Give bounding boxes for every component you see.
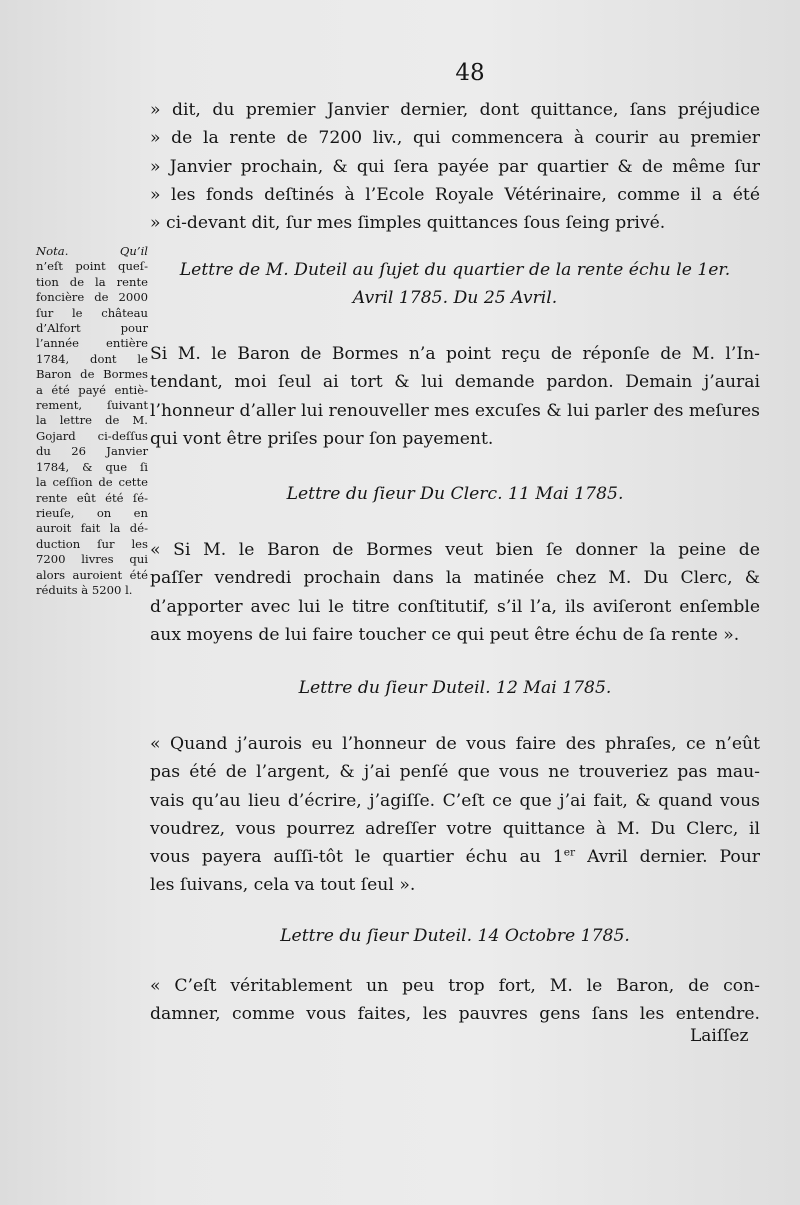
note-line: Baron de Bormes [36, 367, 148, 382]
note-line: auroit fait la dé- [36, 521, 148, 536]
note-line: Gojard ci-deſſus [36, 428, 148, 443]
note-line: alors auroient été [36, 567, 148, 582]
letter-heading-duteil-october [150, 922, 760, 950]
text-line: aux moyens de lui faire toucher ce qui peut être échu de ſa rente ». [150, 624, 740, 645]
text-line: tendant, moi ſeul ai tort & lui demande pardon. Demain j’aurai [150, 372, 760, 393]
text-line: damner, comme vous faites, les pauvres gens ſans les entendre. [150, 1004, 760, 1025]
note-line: 7200 livres qui [36, 552, 148, 567]
paragraph-contract-excerpt [150, 96, 760, 237]
paragraph-duteil-october [150, 972, 760, 1029]
text-line: « Quand j’aurois eu l’honneur de vous faire des phraſes, ce n’eût [150, 734, 760, 754]
heading-line: Avril 1785. Du 25 Avril. [352, 288, 558, 309]
letter-heading-du-clerc [150, 480, 760, 508]
text-fragment: vous payera auſſi-tôt le quartier échu au 1 [150, 847, 564, 868]
text-line: pas été de l’argent, & j’ai penſé que vous ne trouveriez pas mau- [150, 762, 760, 783]
note-line: du 26 Janvier [36, 444, 148, 459]
text-line: » Janvier prochain, & qui ſera payée par quartier & de même ſur [150, 156, 760, 177]
note-line: d’Alfort pour [36, 321, 148, 336]
letter-heading-duteil-may [150, 674, 760, 702]
note-line: 1784, dont le [36, 351, 148, 366]
note-line: 1784, & que ſi [36, 459, 148, 474]
note-line: n’eſt point queſ- [36, 259, 148, 274]
note-line: a été payé entiè- [36, 382, 148, 397]
catchword: Laiſſez [690, 1026, 749, 1046]
note-line: duction ſur les [36, 536, 148, 551]
marginal-note [36, 244, 148, 598]
letter-heading-duteil-april [150, 256, 760, 313]
heading-line: Lettre du ſieur Du Clerc. 11 Mai 1785. [286, 484, 624, 504]
text-line: paſſer vendredi prochain dans la matinée chez M. Du Clerc, & [150, 568, 760, 589]
text-line: les ſuivans, cela va tout ſeul ». [150, 875, 416, 896]
page-number: 48 [455, 60, 485, 86]
heading-line: Lettre du ſieur Duteil. 14 Octobre 1785. [280, 926, 630, 946]
heading-line: Lettre du ſieur Duteil. 12 Mai 1785. [298, 678, 612, 698]
paragraph-duteil-may [150, 730, 760, 900]
paragraph-du-clerc [150, 536, 760, 649]
text-fragment: Avril dernier. Pour [575, 847, 760, 868]
note-line: tion de la rente [36, 274, 148, 289]
paragraph-duteil-april [150, 340, 760, 453]
note-line: rente eût été ſé- [36, 490, 148, 505]
text-line: qui vont être priſes pour ſon payement. [150, 428, 494, 449]
text-line: » ci-devant dit, ſur mes ſimples quittances ſous ſeing privé. [150, 213, 666, 234]
superscript: er [563, 845, 576, 859]
note-line: rement, ſuivant [36, 398, 148, 413]
note-line: ſur le château [36, 305, 148, 320]
note-line: rieuſe, on en [36, 505, 148, 520]
note-line: réduits à 5200 l. [36, 582, 133, 597]
note-line: Nota. Qu’il [36, 244, 148, 258]
text-line: « C’eſt véritablement un peu trop fort, M. le Baron, de con- [150, 976, 760, 996]
text-line: « Si M. le Baron de Bormes veut bien ſe donner la peine de [150, 540, 760, 560]
text-line: d’apporter avec lui le titre conſtitutif, s’il l’a, ils aviſeront enſemble [150, 596, 760, 617]
note-line: la ceſſion de cette [36, 475, 148, 490]
text-line: » les fonds deſtinés à l’Ecole Royale Vétérinaire, comme il a été [150, 184, 760, 205]
text-line: Si M. le Baron de Bormes n’a point reçu de réponſe de M. l’In- [150, 344, 760, 364]
note-line: la lettre de M. [36, 413, 148, 428]
text-line: l’honneur d’aller lui renouveller mes excuſes & lui parler des meſures [150, 400, 760, 421]
note-line: l’année entière [36, 336, 148, 351]
heading-line: Lettre de M. Duteil au ſujet du quartier de la rente échu le 1er. [179, 260, 731, 280]
text-line: voudrez, vous pourrez adreſſer votre quittance à M. Du Clerc, il [150, 818, 760, 839]
text-line: » de la rente de 7200 liv., qui commencera à courir au premier [150, 128, 760, 149]
text-line [150, 843, 760, 871]
text-line: vais qu’au lieu d’écrire, j’agiſſe. C’eſt ce que j’ai fait, & quand vous [150, 790, 760, 811]
note-line: foncière de 2000 [36, 290, 148, 305]
text-line: » dit, du premier Janvier dernier, dont quittance, ſans préjudice [150, 100, 760, 120]
